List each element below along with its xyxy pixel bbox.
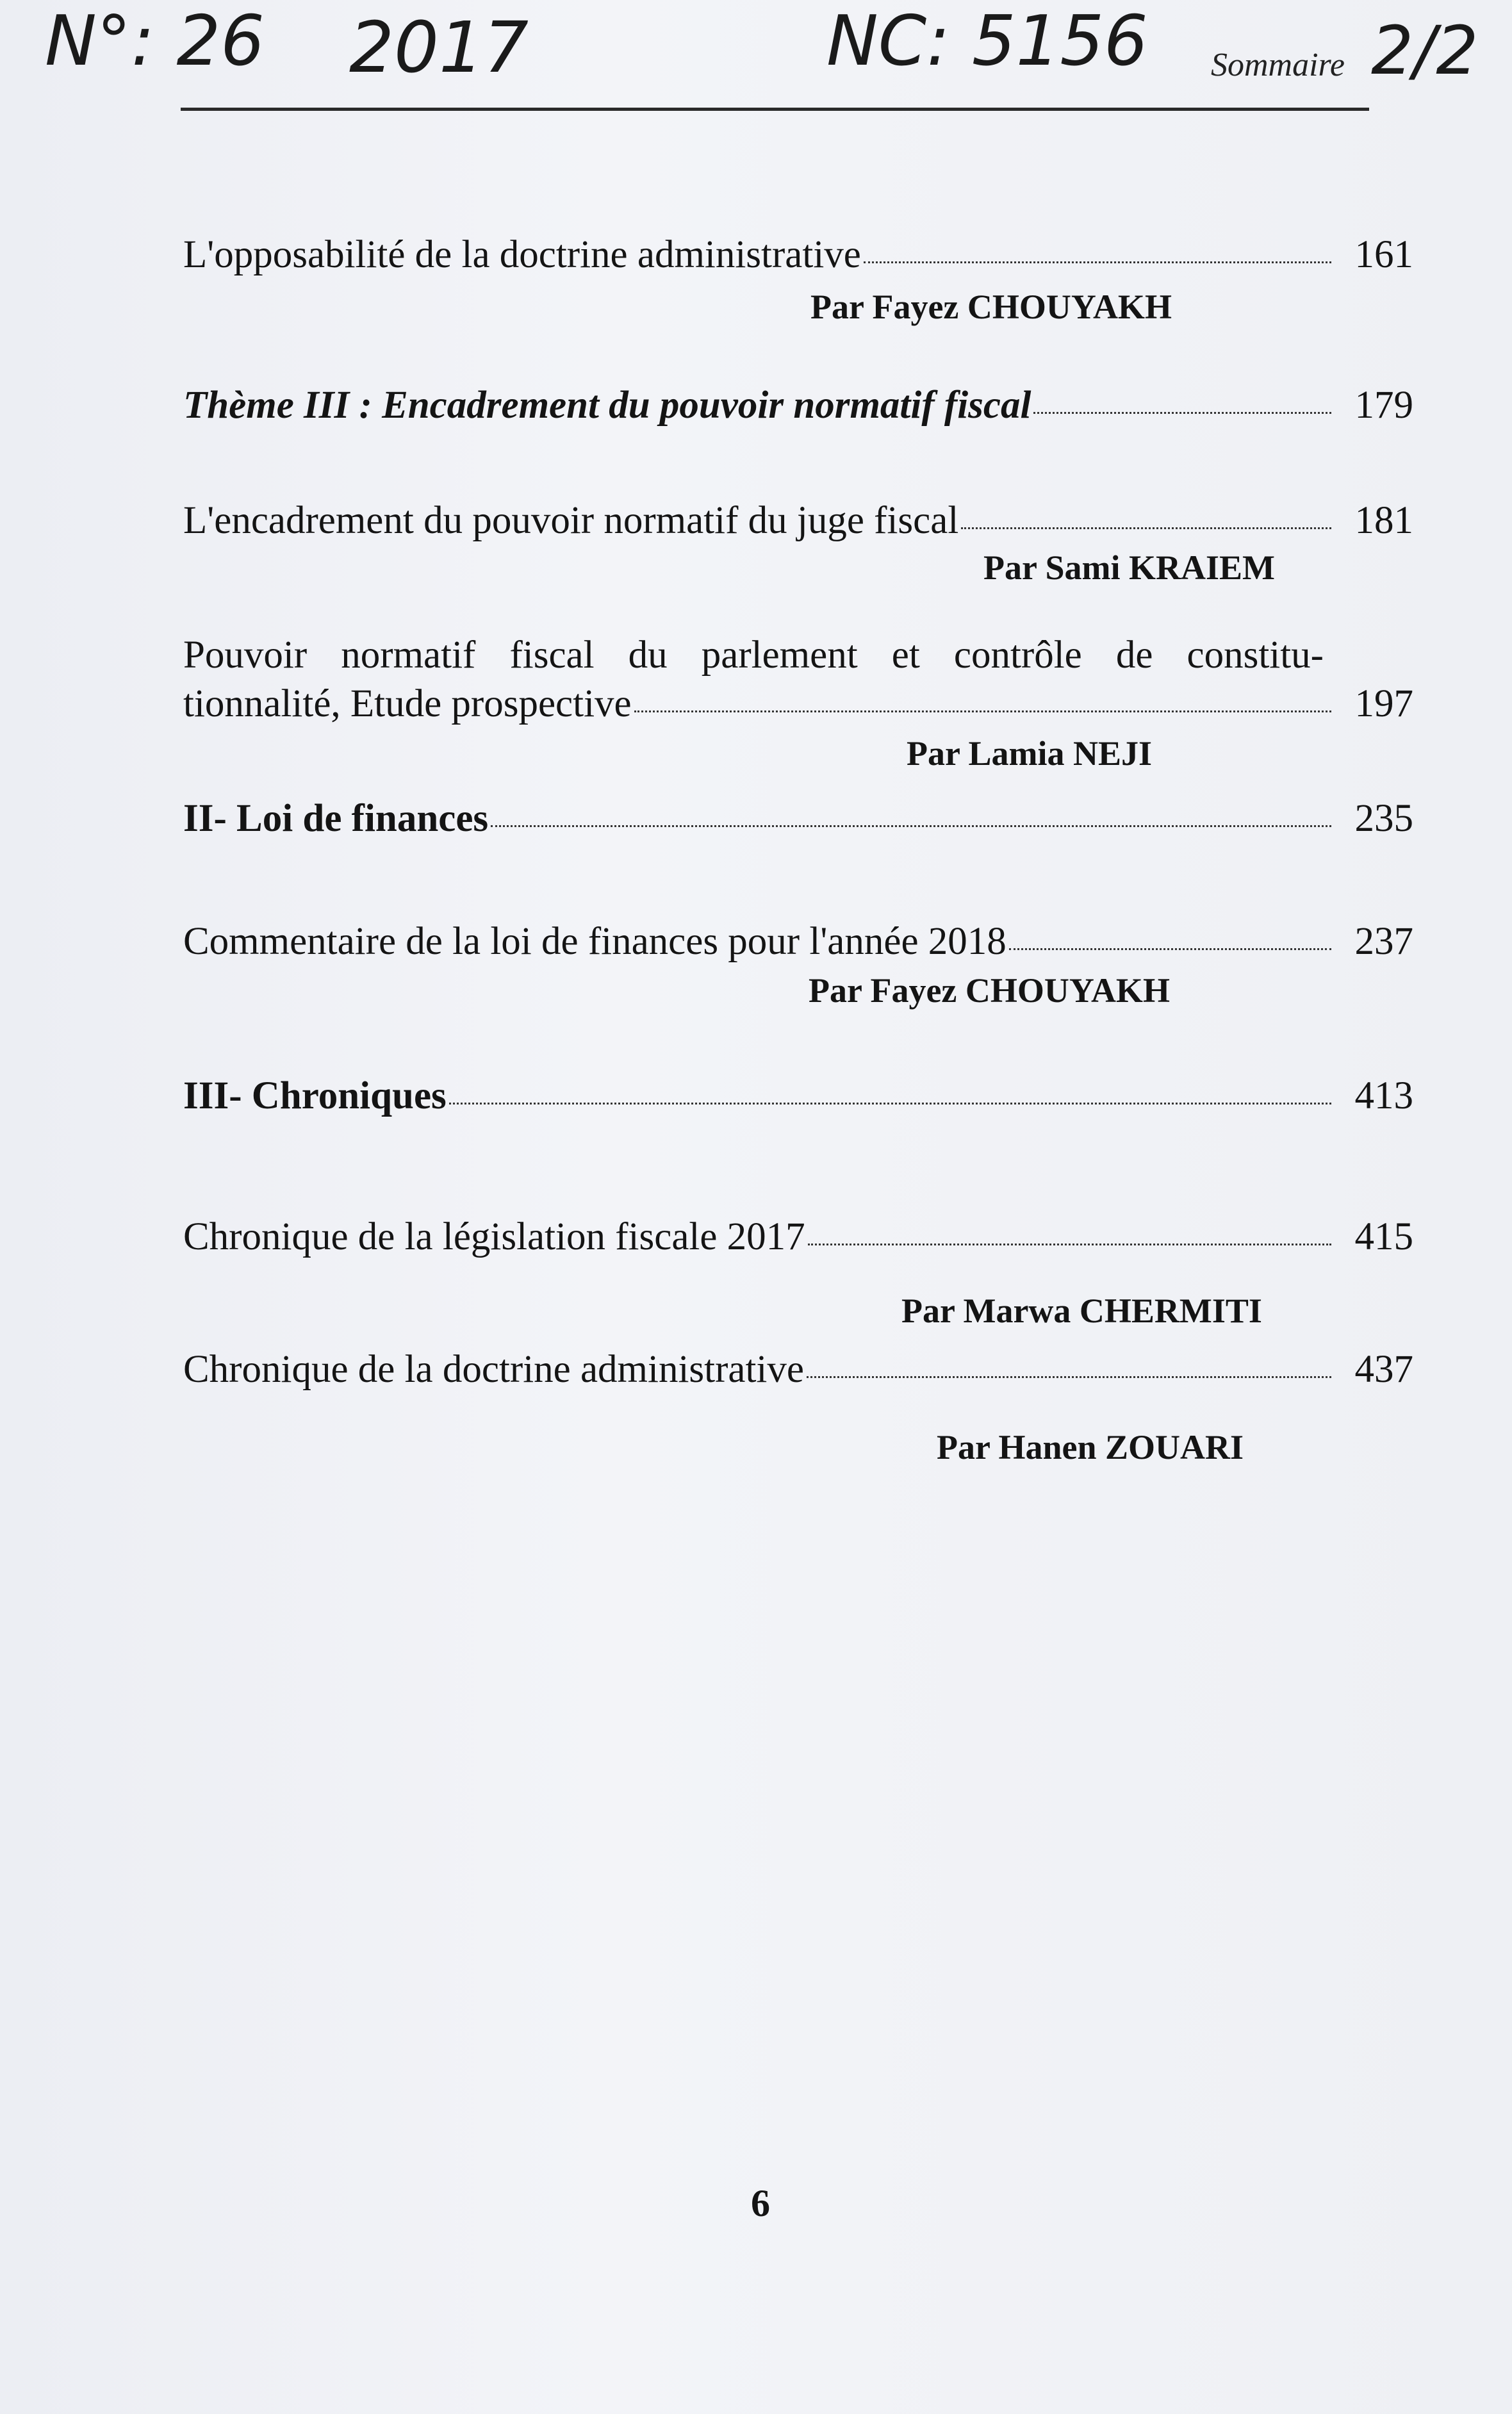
toc-entry-author: Par Fayez CHOUYAKH	[809, 971, 1170, 1010]
toc-entry-title: III- Chroniques	[183, 1074, 447, 1117]
dot-leader	[1009, 948, 1331, 950]
toc-entry-page: 415	[1354, 1215, 1413, 1258]
toc-entry-page: 161	[1354, 233, 1413, 276]
toc-entry	[183, 381, 1413, 430]
toc-entry-title-line2: tionnalité, Etude prospective	[183, 682, 632, 726]
toc-entry	[183, 794, 1413, 843]
dot-leader	[491, 825, 1331, 827]
toc-entry-author: Par Hanen ZOUARI	[937, 1428, 1244, 1466]
toc-entry	[183, 1072, 1413, 1121]
running-header: Sommaire	[1211, 47, 1345, 83]
toc-entry-title: L'opposabilité de la doctrine administrative	[183, 233, 861, 276]
toc-entry	[183, 1345, 1413, 1394]
toc-entry	[183, 1213, 1413, 1261]
handwritten-nc: NC: 5156	[826, 1, 1148, 81]
toc-entry-title-line1: Pouvoir normatif fiscal du parlement et contrôle de constitu-	[183, 634, 1324, 677]
toc-entry-title: Chronique de la législation fiscale 2017	[183, 1215, 805, 1258]
toc-entry-page: 437	[1354, 1348, 1413, 1391]
handwritten-number: N°: 26	[45, 1, 265, 81]
toc-entry	[183, 917, 1413, 966]
dot-leader	[961, 527, 1331, 529]
page-number: 6	[751, 2182, 770, 2224]
handwritten-year: 2017	[349, 6, 529, 88]
dot-leader	[634, 710, 1331, 712]
toc-entry-author: Par Lamia NEJI	[907, 734, 1153, 773]
toc-entry-page: 181	[1354, 499, 1413, 542]
toc-entry-author: Par Sami KRAIEM	[983, 548, 1275, 587]
toc-entry-title: II- Loi de finances	[183, 797, 489, 840]
dot-leader	[449, 1103, 1331, 1104]
toc-entry	[183, 631, 1413, 729]
toc-entry-title: Thème III : Encadrement du pouvoir normatif fiscal	[183, 384, 1031, 427]
toc-entry-author: Par Fayez CHOUYAKH	[810, 288, 1172, 326]
toc-entry-page: 237	[1354, 920, 1413, 963]
toc-entry-page: 179	[1354, 384, 1413, 427]
toc-entry	[183, 231, 1413, 279]
toc-entry-title: Chronique de la doctrine administrative	[183, 1348, 804, 1391]
toc-entry-title: Commentaire de la loi de finances pour l'année 2018	[183, 920, 1007, 963]
dot-leader	[864, 261, 1331, 263]
dot-leader	[808, 1244, 1331, 1245]
header-rule	[181, 108, 1369, 111]
handwritten-fraction: 2/2	[1371, 12, 1479, 90]
dot-leader	[1033, 412, 1331, 414]
dot-leader	[807, 1376, 1331, 1378]
toc-entry-author: Par Marwa CHERMITI	[901, 1292, 1262, 1330]
toc-entry-page: 197	[1354, 682, 1413, 726]
toc-entry	[183, 497, 1413, 545]
toc-entry-page: 413	[1354, 1074, 1413, 1117]
toc-entry-title: L'encadrement du pouvoir normatif du juge fiscal	[183, 499, 959, 542]
toc-entry-page: 235	[1354, 797, 1413, 840]
